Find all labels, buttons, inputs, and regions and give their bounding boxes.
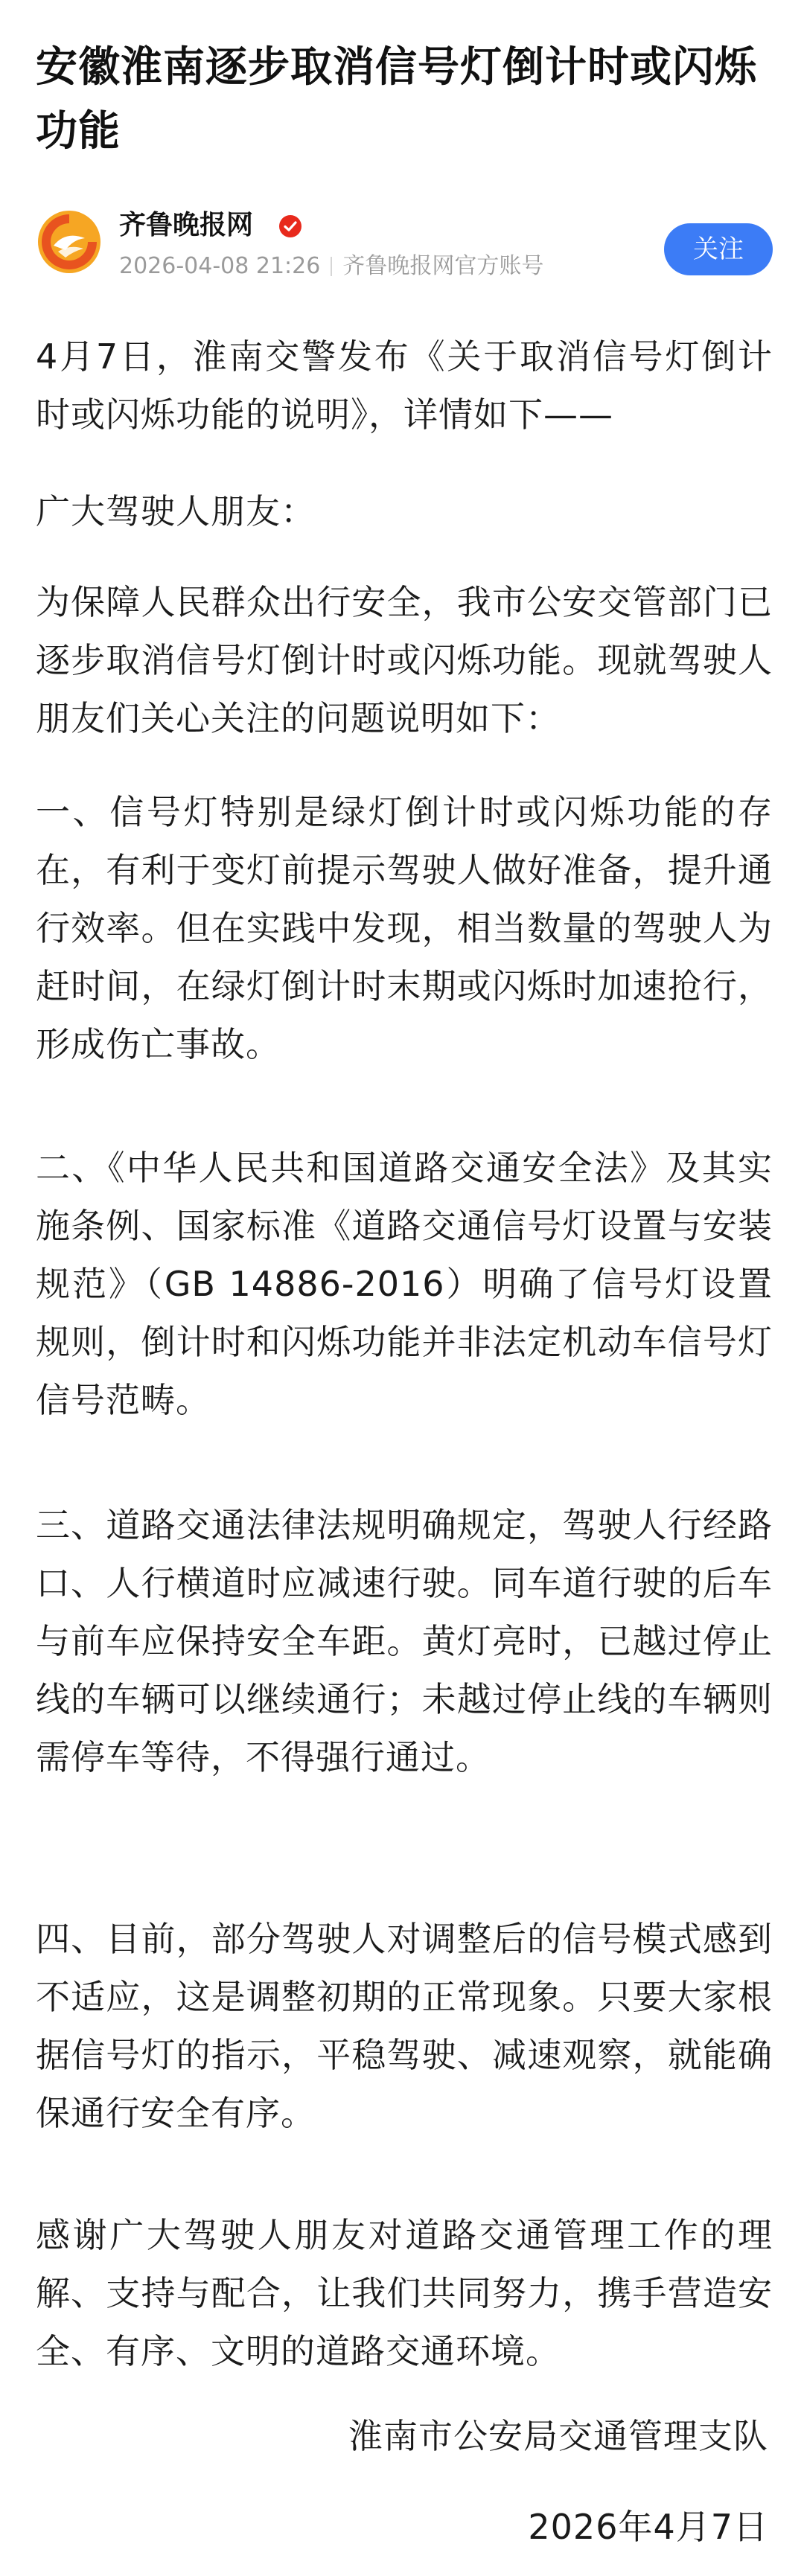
author-name[interactable]: 齐鲁晚报网 bbox=[119, 210, 254, 240]
paragraph-point-2: 二、《中华人民共和国道路交通安全法》及其实施条例、国家标准《道路交通信号灯设置与安装规范》（GB 14886-2016）明确了信号灯设置规则，倒计时和闪烁功能并非法定机动车信号灯信号范畴。 bbox=[36, 1148, 773, 1420]
meta-divider bbox=[331, 257, 332, 276]
paragraph-point-3: 三、道路交通法律法规明确规定，驾驶人行经路口、人行横道时应减速行驶。同车道行驶的后车与前车应保持安全车距。黄灯亮时，已越过停止线的车辆可以继续通行；未越过停止线的车辆则需停车等待，不得强行通过。 bbox=[36, 1505, 773, 1777]
paragraph-preamble: 为保障人民群众出行安全，我市公安交管部门已逐步取消信号灯倒计时或闪烁功能。现就驾驶人朋友们关心关注的问题说明如下： bbox=[36, 582, 773, 738]
author-row bbox=[36, 208, 773, 290]
publish-date: 2026-04-08 21:26 bbox=[119, 253, 321, 279]
verified-badge-icon bbox=[278, 214, 302, 238]
paragraph-greeting: 广大驾驶人朋友： bbox=[36, 491, 316, 531]
paragraph-closing: 感谢广大驾驶人朋友对道路交通管理工作的理解、支持与配合，让我们共同努力，携手营造安全、有序、文明的道路交通环境。 bbox=[36, 2215, 773, 2371]
signature-date: 2026年4月7日 bbox=[528, 2507, 768, 2547]
article-title: 安徽淮南逐步取消信号灯倒计时或闪烁功能 bbox=[36, 43, 757, 156]
paragraph-intro: 4月7日，淮南交警发布《关于取消信号灯倒计时或闪烁功能的说明》，详情如下—— bbox=[36, 336, 773, 435]
qilu-logo-icon[interactable] bbox=[36, 208, 103, 275]
signature-org: 淮南市公安局交通管理支队 bbox=[348, 2416, 768, 2456]
paragraph-point-4: 四、目前，部分驾驶人对调整后的信号模式感到不适应，这是调整初期的正常现象。只要大家根据信号灯的指示，平稳驾驶、减速观察，就能确保通行安全有序。 bbox=[36, 1919, 773, 2133]
follow-button[interactable]: 关注 bbox=[664, 223, 773, 275]
article-meta bbox=[119, 252, 543, 281]
account-type: 齐鲁晚报网官方账号 bbox=[342, 253, 544, 279]
paragraph-point-1: 一、信号灯特别是绿灯倒计时或闪烁功能的存在，有利于变灯前提示驾驶人做好准备，提升通行效率。但在实践中发现，相当数量的驾驶人为赶时间，在绿灯倒计时末期或闪烁时加速抢行，形成伤亡事故。 bbox=[36, 792, 773, 1064]
